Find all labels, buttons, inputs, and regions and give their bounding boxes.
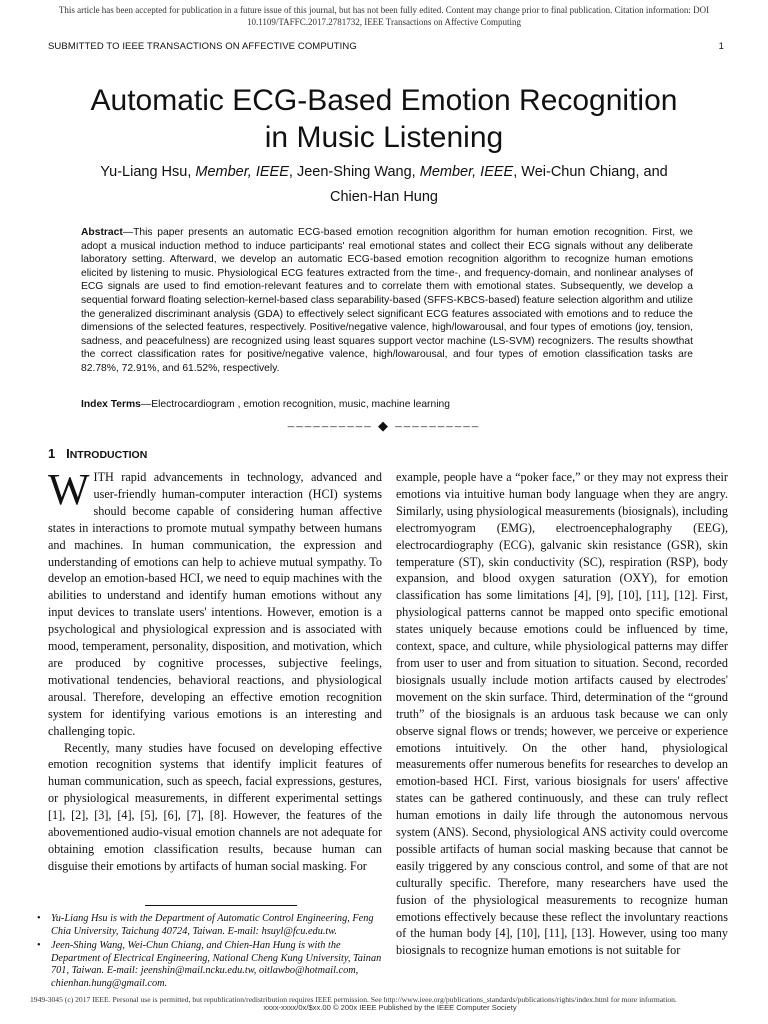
footnote-item	[34, 913, 382, 938]
copyright-notice: 1949-3045 (c) 2017 IEEE. Personal use is permitted, but republication/redistribution requires IEEE permission. See http://www.ieee.org/publications_standards/publications/rights/index.html for more information.	[30, 995, 677, 1004]
body-paragraph-3: example, people have a “poker face,” or they may not express their emotions via intuitive human body language when they are angry. Similarly, using physiological measurements (biosignals), including electromyogram (EMG), electroencephalography (EEG), electrocardiography (ECG), galvanic skin resistance (GSR), skin temperature (ST), skin conductivity (SC), respiration (RSP), body expansion, and blood oxygen saturation (OXY), for emotion classification has some limitations [4], [9], [10], [11], [12]. First, physiological patterns cannot be mapped onto specific emotional states uniquely because emotions could be influenced by time, context, space, and culture, while physiological patterns may differ from user to user and from situation to situation. Second, recorded biosignals usually include motion artifacts caused by electrodes' movement on the skin surface. Third, determination of the “ground truth” of the biosignals is an arduous task because we can only observe signal flows or trends; however, we perceive or experience emotions intuitively. On the other hand, physiological measurements offer numerous benefits for researches to develop an emotion-based HCI. First, various biosignals for users' affective states can be gathered continuously, and these can truly reflect human emotions in daily life through the autonomous nervous system (ANS). Second, physiological ANS activity could overcome possible artifacts of human social masking because that cannot be easily triggered by any conscious control, and some of that are not culturally specific. Therefore, many researchers have used the fusion of the physiological measurements to recognize human emotions effectively because these reflect the involuntary reactions of the human body [4], [10], [11], [13]. However, using too many biosignals to recognize human emotions is not suitable for	[396, 470, 728, 958]
index-terms: Index Terms—Electrocardiogram , emotion recognition, music, machine learning	[81, 399, 450, 410]
body-paragraph-2: Recently, many studies have focused on developing effective emotion recognition systems that identify implicit features of human communication, such as speech, facial expressions, gestures, or physiological measurements, in different experimental settings [1], [2], [3], [4], [5], [6], [7], [8]. However, the features of the abovementioned audio-visual emotion channels are not adequate for obtaining emotion classification results, because human can disguise their emotions by artifacts of human social masking. For	[48, 740, 382, 873]
index-terms-text: Electrocardiogram , emotion recognition, music, machine learning	[151, 399, 450, 410]
body-column-left	[48, 465, 382, 875]
section-title-initial: I	[66, 446, 70, 461]
author-conjunction: and	[643, 164, 668, 180]
abstract: Abstract—This paper presents an automatic ECG-based emotion recognition algorithm for human emotion recognition. First, we adopt a musical induction method to induce participants' real emotional states and collect their ECG signals without any deliberate laboratory setting. Afterward, we develop an automatic ECG-based emotion recognition algorithm to recognize human emotions elicited by listening to music. Physiological ECG features extracted from the time-, and frequency-domain, and nonlinear analyses of ECG signals are used to find emotion-relevant features and to correlate them with emotional states. Subsequently, we develop a sequential forward floating selection-kernel-based class separability-based (SFFS-KBCS-based) feature selection algorithm and utilize the generalized discriminant analysis (GDA) to effectively select significant ECG features associated with emotions and to reduce the dimensions of the selected features, respectively. Positive/negative valence, high/lowarousal, and four types of emotions (joy, tension, sadness, and peacefulness) are recognized using least squares support vector machine (LS-SVM) recognizers. The results showthat the correct classification rates for positive/negative valence, high/lowarousal, and four types of emotion classification tasks are 82.78%, 72.91%, and 61.52%, respectively.	[81, 227, 693, 374]
footnote-text-2: Jeen-Shing Wang, Wei-Chun Chiang, and Chien-Han Hung is with the Department of Electrical Engineering, National Cheng Kung University, Tainan 701, Taiwan. E-mail: jeenshin@mail.ncku.edu.tw, oitlawbo@hotmail.com, chienhan.hung@gmail.com.	[51, 940, 382, 989]
footnote-rule	[145, 905, 297, 906]
footnote-text-1: Yu-Liang Hsu is with the Department of Automatic Control Engineering, Feng Chia University, Taichung 40724, Taiwan. E-mail: hsuyl@fcu.edu.tw.	[51, 913, 374, 937]
publisher-line: xxxx-xxxx/0x/$xx.00 © 200x IEEE Published by the IEEE Computer Society	[263, 1003, 517, 1012]
notice-line-1: This article has been accepted for publication in a future issue of this journal, but has not been fully edited. Content may change prior to final publication. Citation information: DOI	[58, 5, 710, 15]
author-2-role: Member, IEEE	[419, 164, 514, 180]
paragraph-1-text: ITH rapid advancements in technology, advanced and user-friendly human-computer interaction (HCI) systems should become capable of considering human affective states in interactions to promote mutual sympathy between humans and machines. In human communication, the expression and understanding of emotions can help to achieve mutual sympathy. To develop an emotion-based HCI, we need to equip machines with the abilities to understand and identify human emotions without any input devices to translate users' intentions. However, emotion is a psychological and physiological expression and is associated with mood, temperament, personality, disposition, and motivation, which are produced by cognitive processes, subjective feelings, motivational tendencies, behavioral reactions, and physiological arousal. Therefore, developing an effective emotion recognition system for identifying various emotions is an interesting and challenging topic.	[48, 470, 382, 738]
footnotes	[34, 913, 382, 993]
section-title-rest: NTRODUCTION	[69, 449, 148, 461]
section-number: 1	[48, 446, 56, 461]
abstract-text: This paper presents an automatic ECG-based emotion recognition algorithm for human emotion recognition. First, we adopt a musical induction method to induce participants' real emotional states and collect their ECG signals without any deliberate laboratory setting. Afterward, we develop an automatic ECG-based emotion recognition algorithm to recognize human emotions elicited by listening to music. Physiological ECG features extracted from the time-, and frequency-domain, and nonlinear analyses of ECG signals are used to find emotion-relevant features and to correlate them with emotional states. Subsequently, we develop a sequential forward floating selection-kernel-based class separability-based (SFFS-KBCS-based) feature selection algorithm and utilize the generalized discriminant analysis (GDA) to effectively select significant ECG features associated with emotions and to reduce the dimensions of the selected features, respectively. Positive/negative valence, high/lowarousal, and four types of emotions (joy, tension, sadness, and peacefulness) are recognized using least squares support vector machine (LS-SVM) recognizers. The results showthat the correct classification rates for positive/negative valence, high/lowarousal, and four types of emotion classification tasks are 82.78%, 72.91%, and 61.52%, respectively.	[81, 227, 693, 374]
drop-cap: W	[48, 465, 90, 514]
author-list: Yu-Liang Hsu, Member, IEEE, Jeen-Shing Wang, Member, IEEE, Wei-Chun Chiang, and Chien-Han Hung	[100, 164, 668, 205]
body-column-right	[396, 469, 728, 959]
author-1: Yu-Liang Hsu	[100, 164, 188, 180]
paper-title	[30, 82, 738, 156]
body-paragraph-1	[48, 465, 382, 740]
section-heading	[48, 446, 147, 461]
title-line-2: in Music Listening	[264, 121, 504, 154]
bullet-icon: •	[37, 913, 41, 924]
notice-line-2: 10.1109/TAFFC.2017.2781732, IEEE Transactions on Affective Computing	[246, 17, 522, 27]
index-terms-label: Index Terms	[81, 399, 141, 410]
footnote-item	[34, 940, 382, 990]
author-4: Chien-Han Hung	[329, 189, 438, 205]
author-1-role: Member, IEEE	[195, 164, 289, 180]
page-number: 1	[718, 41, 724, 52]
journal-name: SUBMITTED TO IEEE TRANSACTIONS ON AFFECTIVE COMPUTING	[48, 41, 357, 52]
section-divider: –––––––––– ◆ ––––––––––	[287, 418, 481, 433]
title-line-1: Automatic ECG-Based Emotion Recognition	[90, 84, 678, 117]
author-3: Wei-Chun Chiang	[521, 164, 636, 180]
running-head	[48, 41, 724, 52]
abstract-label: Abstract	[81, 227, 123, 238]
bullet-icon: •	[37, 940, 41, 952]
author-2: Jeen-Shing Wang	[296, 164, 412, 180]
publication-notice	[40, 4, 728, 28]
